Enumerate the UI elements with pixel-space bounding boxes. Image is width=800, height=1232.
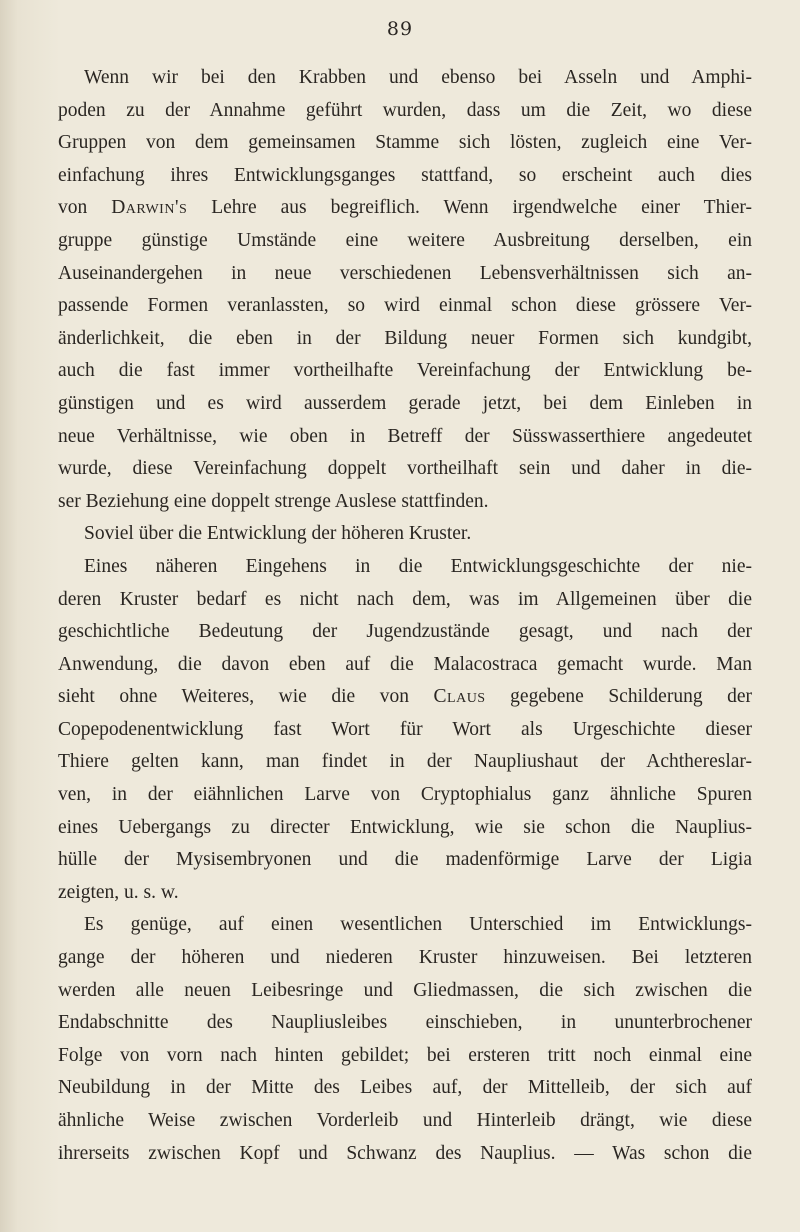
text-line: Neubildung in der Mitte des Leibes auf, der Mittelleib, der sich auf bbox=[58, 1077, 752, 1099]
text-line: Folge von vorn nach hinten gebildet; bei ersteren tritt noch einmal eine bbox=[58, 1044, 752, 1066]
text-line: gruppe günstige Umstände eine weitere Ausbreitung derselben, ein bbox=[58, 229, 752, 251]
text-line bbox=[58, 681, 752, 714]
text-line: Endabschnitte des Naupliusleibes einschieben, in ununterbrochener bbox=[58, 1012, 752, 1034]
text-line: günstigen und es wird ausserdem gerade jetzt, bei dem Einleben in bbox=[58, 392, 752, 414]
text-line: Wenn wir bei den Krabben und ebenso bei Asseln und Amphi- bbox=[84, 67, 752, 88]
page-number: 89 bbox=[386, 18, 414, 40]
text-line bbox=[58, 192, 752, 225]
text-line: Eines näheren Eingehens in die Entwicklungsgeschichte der nie- bbox=[84, 555, 752, 577]
text-line: einfachung ihres Entwicklungsganges stattfand, so erscheint auch dies bbox=[58, 164, 752, 186]
text-line: passende Formen veranlassten, so wird einmal schon diese grössere Ver- bbox=[58, 295, 752, 317]
body-text bbox=[58, 62, 752, 1170]
text-fragment: gegebene Schilderung der bbox=[510, 686, 753, 708]
text-line: poden zu der Annahme geführt wurden, dass um die Zeit, wo diese bbox=[58, 99, 752, 121]
text-line: ihrerseits zwischen Kopf und Schwanz des Nauplius. — Was schon die bbox=[58, 1142, 752, 1164]
text-fragment: von bbox=[58, 197, 88, 219]
text-line: auch die fast immer vortheilhafte Vereinfachung der Entwicklung be- bbox=[58, 360, 752, 382]
text-line: zeigten, u. s. w. bbox=[58, 881, 179, 903]
text-fragment: sieht ohne Weiteres, wie die von bbox=[58, 686, 409, 708]
text-line: ven, in der eiähnlichen Larve von Cryptophialus ganz ähnliche Spuren bbox=[58, 784, 752, 806]
text-line: werden alle neuen Leibesringe und Gliedmassen, die sich zwischen die bbox=[58, 979, 752, 1001]
text-line: neue Verhältnisse, wie oben in Betreff der Süsswasserthiere angedeutet bbox=[58, 425, 752, 447]
text-line: ähnliche Weise zwischen Vorderleib und Hinterleib drängt, wie diese bbox=[58, 1110, 752, 1131]
text-line: deren Kruster bedarf es nicht nach dem, was im Allgemeinen über die bbox=[58, 588, 752, 610]
text-line: Es genüge, auf einen wesentlichen Unterschied im Entwicklungs- bbox=[84, 914, 752, 936]
text-line: Auseinandergehen in neue verschiedenen Lebensverhältnissen sich an- bbox=[58, 262, 752, 284]
text-line: Soviel über die Entwicklung der höheren Kruster. bbox=[84, 523, 472, 545]
text-line: Anwendung, die davon eben auf die Malacostraca gemacht wurde. Man bbox=[58, 653, 752, 675]
text-line: ser Beziehung eine doppelt strenge Auslese stattfinden. bbox=[58, 490, 489, 512]
text-line: hülle der Mysisembryonen und die madenförmige Larve der Ligia bbox=[58, 849, 752, 871]
text-line: Copepodenentwicklung fast Wort für Wort als Urgeschichte dieser bbox=[58, 718, 752, 740]
author-name-claus: Claus bbox=[433, 686, 486, 708]
author-name-darwin: Darwin's bbox=[111, 197, 188, 219]
text-line: Thiere gelten kann, man findet in der Naupliushaut der Achthereslar- bbox=[58, 751, 752, 773]
text-fragment: Lehre aus begreiflich. Wenn irgendwelche einer Thier- bbox=[211, 197, 752, 219]
text-line: gange der höheren und niederen Kruster hinzuweisen. Bei letzteren bbox=[58, 947, 752, 969]
text-line: Gruppen von dem gemeinsamen Stamme sich lösten, zugleich eine Ver- bbox=[58, 132, 752, 154]
text-line: geschichtliche Bedeutung der Jugendzustände gesagt, und nach der bbox=[58, 621, 752, 643]
text-line: eines Uebergangs zu directer Entwicklung, wie sie schon die Nauplius- bbox=[58, 816, 752, 838]
text-line: änderlichkeit, die eben in der Bildung neuer Formen sich kundgibt, bbox=[58, 327, 752, 349]
text-line: wurde, diese Vereinfachung doppelt vortheilhaft sein und daher in die- bbox=[58, 458, 752, 480]
